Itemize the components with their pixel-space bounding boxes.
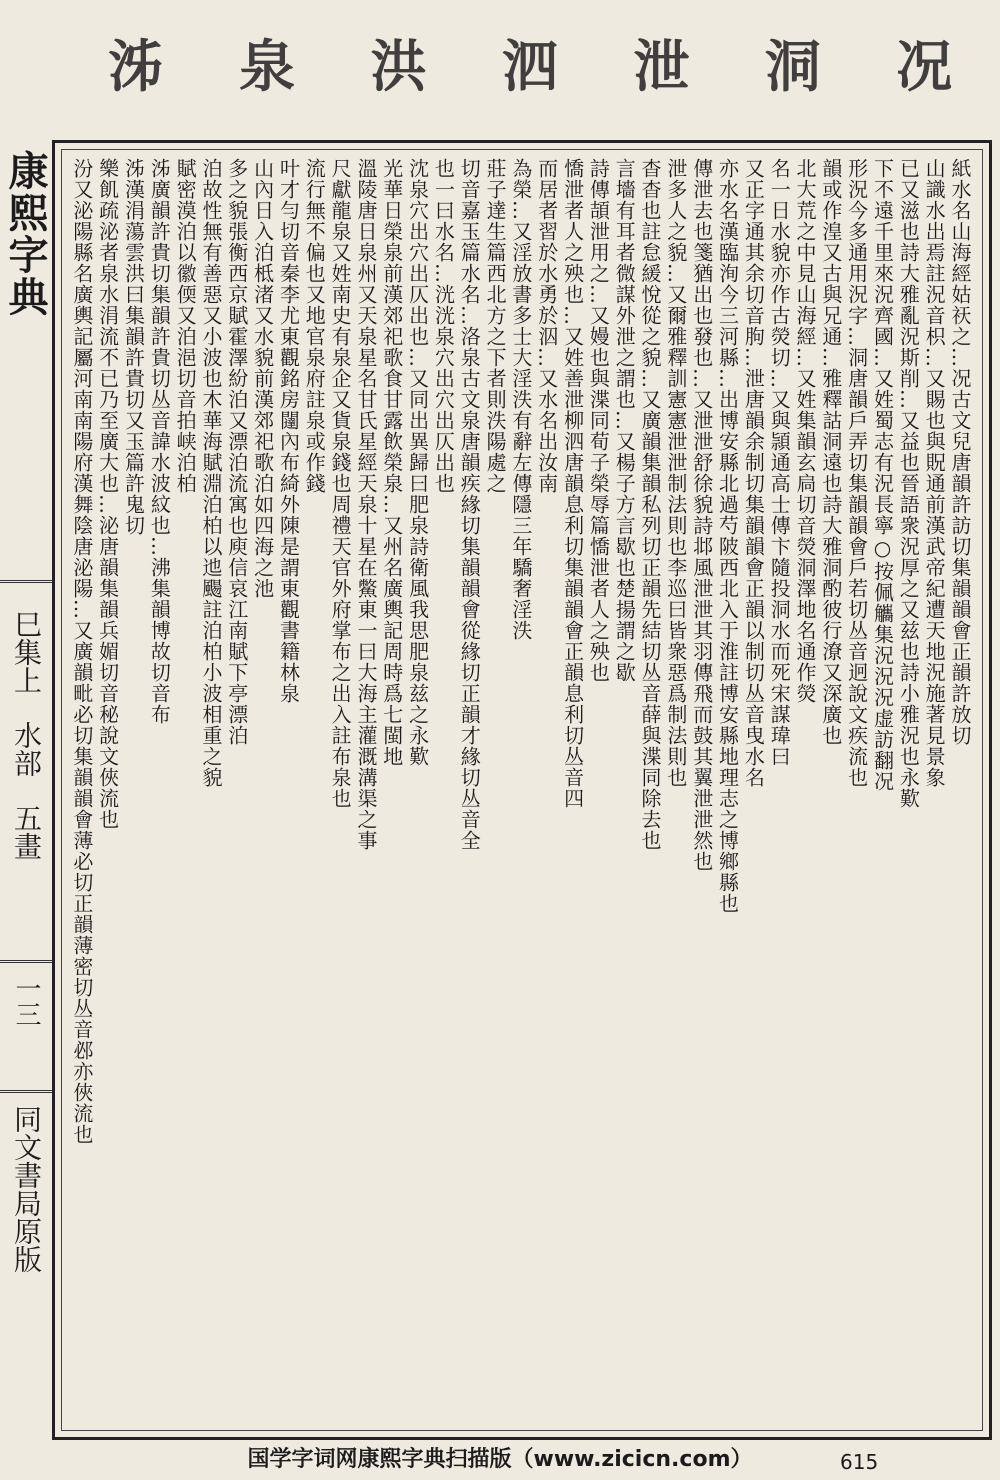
seal-glyph: 泲 xyxy=(107,34,164,100)
text-column: 泊故性無有善惡又小波也木華海賦淵泊柏以迆颺註泊柏小波相重之貌 xyxy=(199,158,223,788)
text-column: 叶才勻切音秦李尤東觀銘房闥內布綺外陳是謂東觀書籍林泉 xyxy=(276,158,301,704)
text-column: 而居者習於水勇於泅…又水名出汝南 xyxy=(534,158,559,494)
text-column: 光華日榮泉前漢郊祀歌食甘露飲榮泉…又州名廣輿記周時爲七閩地 xyxy=(379,158,404,767)
text-column: 莊子達生篇西北方之下者則泆陽處之 xyxy=(483,158,508,494)
text-column: 樂飢疏泌者泉水涓流不已乃至廣大也…泌唐韻集韻兵媚切音秘說文俠流也 xyxy=(95,158,120,830)
edition-label: 同文書局原版 xyxy=(10,1105,43,1273)
text-column: 汾又泌陽縣名廣輿記屬河南南陽府漢舞陰唐泌陽…又廣韻毗必切集韻韻會薄必切正韻薄密切丛音邲亦俠流也 xyxy=(70,158,94,1145)
text-column: 尺獻龍泉又姓南史有泉企又貨泉錢也周禮天官外府掌布之出入註布泉也 xyxy=(328,158,353,809)
text-column: 泲廣韻許貴切集韻許貴切丛音諱水波紋也…沸集韻博故切音布 xyxy=(147,158,172,725)
text-column: 紙水名山海經姑祆之…况古文兒唐韻許訪切集韻韻會正韻許放切 xyxy=(948,158,972,746)
text-column: 賦密漠泊以徽偄又泊浥切音拍峡泊柏 xyxy=(173,158,198,494)
text-column: 名一日水貌亦作古熒切…又與頴通高士傳卞隨投洞水而死宋謀瑋曰 xyxy=(767,158,792,767)
seal-script-heading-row xyxy=(70,8,990,118)
text-column: 山識水出焉註況音枳…又賜也與貺通前漢武帝紀遭天地況施著見景象 xyxy=(922,158,947,788)
seal-glyph: 泄 xyxy=(633,34,690,100)
text-column: 憍泄者人之殃也…又姓善泄柳泗唐韻息利切集韻韻會正韻息利切丛音四 xyxy=(560,158,585,809)
inner-border xyxy=(61,149,983,1431)
text-column: 亦水名漢臨洵今三河縣…出博安縣北過芍陂西北入于淮註博安縣地理志之博鄉縣也 xyxy=(715,158,740,914)
text-column: 流行無不偏也又地官泉府註泉或作錢 xyxy=(302,158,327,494)
page-number-chinese: 一三 xyxy=(11,975,41,1027)
text-column: 傳泄去也箋猶出也發也…又泄泄舒徐貌詩邶風泄泄其羽傳飛而鼓其翼泄泄然也 xyxy=(689,158,714,872)
text-column: 也一曰水名…洸洸泉穴出穴出仄出也 xyxy=(431,158,456,494)
divider xyxy=(0,960,52,963)
text-column: 泲漢涓蕩雲洪曰集韻許貴切又玉篇許鬼切 xyxy=(121,158,146,536)
text-column: 已又滋也詩大雅亂況斯削…又益也晉語衆況厚之又兹也詩小雅況也永歎 xyxy=(896,158,921,809)
text-column: 泄多人之貌…又爾雅釋訓憲憲泄泄制法則也李巡曰皆衆惡爲制法則也 xyxy=(664,158,688,788)
divider xyxy=(0,580,52,583)
page-number: 615 xyxy=(840,1450,879,1474)
text-column: 言墻有耳者微謀外泄之謂也…又楊子方言歇也楚揚謂之歇 xyxy=(612,158,637,683)
footer-site-text: 国学字词网康熙字典扫描版（www.zicicn.com） xyxy=(247,1447,753,1472)
book-title: 康熙字典 xyxy=(2,150,49,318)
text-column: 杳杳也註怠緩悅從之貌…又廣韻集韻私列切正韻先結切丛音薛與渫同除去也 xyxy=(638,158,663,851)
dictionary-page-frame xyxy=(52,140,992,1440)
seal-glyph: 洪 xyxy=(370,34,427,100)
volume-label: 巳集上 xyxy=(10,610,43,694)
stroke-label: 五畫 xyxy=(10,803,43,860)
text-column: 又正字通其余切音朐…泄唐韻余制切集韻韻會正韻以制切丛音曳水名 xyxy=(741,158,766,788)
seal-glyph: 洞 xyxy=(764,34,821,100)
divider xyxy=(0,1090,52,1093)
text-columns xyxy=(70,158,974,1422)
left-margin-sidebar xyxy=(0,140,54,1440)
text-column: 切音嘉玉篇水名…洛泉古文泉唐韻疾緣切集韻韻會從緣切正韻才緣切丛音全 xyxy=(457,158,482,851)
text-column: 下不遠千里來況齊國…又姓蜀志有況長寧○按佩觿集況況況虚訪翻况 xyxy=(870,158,895,792)
text-column: 韻或作湟又古與兄通…雅釋詁洞遠也詩大雅洞酌彼行潦又深廣也 xyxy=(819,158,843,746)
seal-glyph: 泉 xyxy=(239,34,296,100)
text-column: 多之貌張衡西京賦霍澤紛泊又漂泊流寓也庾信哀江南賦下亭漂泊 xyxy=(224,158,249,746)
text-column: 形況今多通用況字…洞唐韻戶弄切集韻韻會戶若切丛音迥說文疾流也 xyxy=(844,158,869,788)
seal-glyph: 况 xyxy=(896,34,953,100)
text-column: 為榮…又淫放書多士大淫泆有辭左傳隱三年驕奢淫泆 xyxy=(509,158,533,641)
section-label xyxy=(8,610,44,878)
radical-label: 水部 xyxy=(10,720,43,777)
seal-glyph: 泗 xyxy=(501,34,558,100)
text-column: 山內日入泊柢渚又水貌前漢郊祀歌泊如四海之池 xyxy=(250,158,275,599)
text-column: 沈泉穴出穴出仄出也…又同出異歸曰肥泉詩衛風我思肥泉兹之永歎 xyxy=(405,158,430,767)
text-column: 溫陵唐日泉州又天泉星名甘氏星經天泉十星在鱉東一曰大海主灌溉溝渠之事 xyxy=(354,158,378,851)
text-column: 詩傳頡泄用之…又嫚也與渫同荀子榮辱篇憍泄者人之殃也 xyxy=(586,158,611,683)
text-column: 北大荒之中見山海經…又姓集韻玄扃切音熒洞澤地名通作熒 xyxy=(793,158,818,704)
